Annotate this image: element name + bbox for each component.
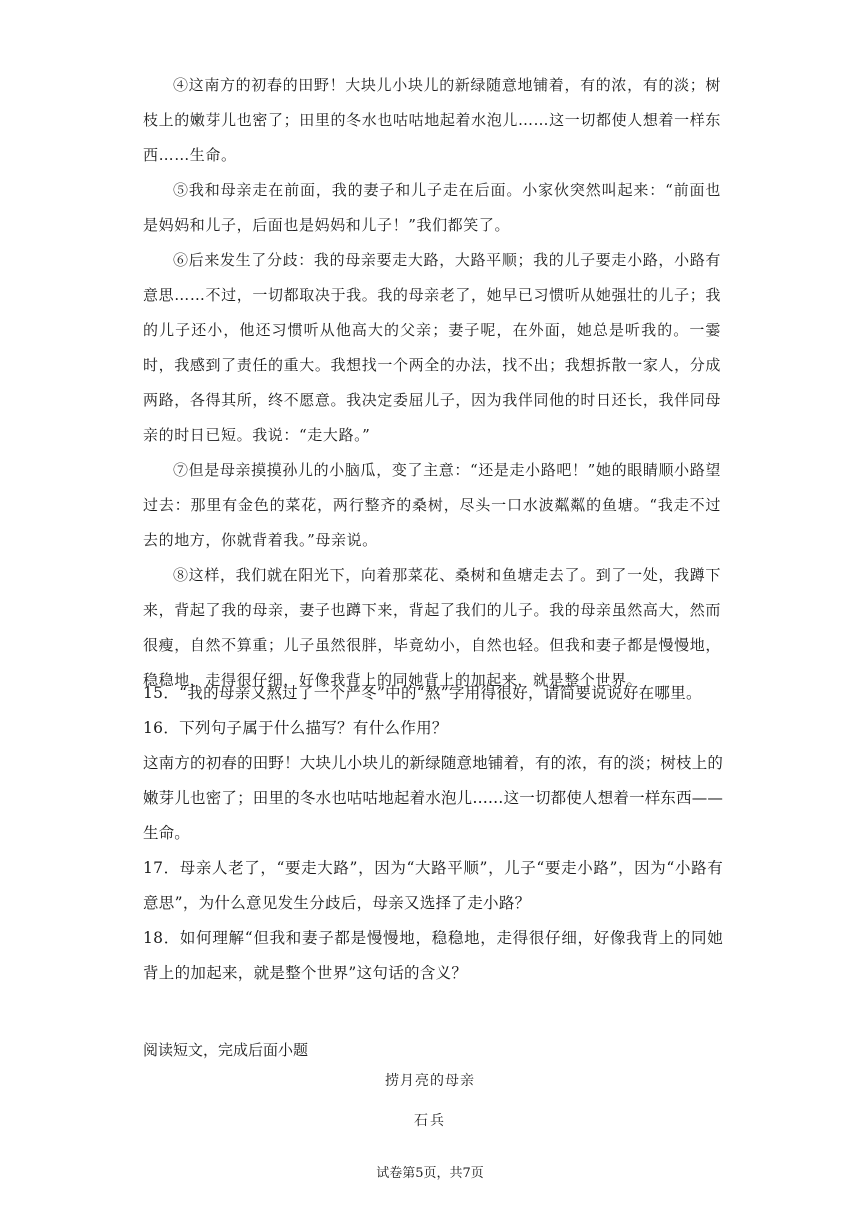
question-17: 17．母亲人老了，“要走大路”，因为“大路平顺”，儿子“要走小路”，因为“小路有意思”，为什么意见发生分歧后，母亲又选择了走小路？: [143, 859, 723, 912]
passage-paragraph-6: ⑥后来发生了分歧：我的母亲要走大路，大路平顺；我的儿子要走小路，小路有意思……不过，一切都取决于我。我的母亲老了，她早已习惯听从她强壮的儿子；我的儿子还小，他还习惯听从他高大的父亲；妻子呢，在外面，她总是听我的。一霎时，我感到了责任的重大。我想找一个两全的办法，找不出；我想拆散一家人，分成两路，各得其所，终不愿意。我决定委屈儿子，因为我伴同他的时日还长，我伴同母亲的时日已短。我说：“走大路。”: [143, 251, 721, 444]
page-footer: 试卷第5页，共7页: [376, 1166, 484, 1181]
passage-title: 捞月亮的母亲: [385, 1073, 475, 1089]
passage-author: 石兵: [414, 1113, 446, 1129]
section-instruction: 阅读短文，完成后面小题: [143, 1041, 309, 1059]
question-18: 18．如何理解“但我和妻子都是慢慢地，稳稳地，走得很仔细，好像我背上的同她背上的加起来，就是整个世界”这句话的含义？: [143, 929, 723, 982]
question-15: 15．“我的母亲又熬过了一个严冬”中的“熬”字用得很好，请简要说说好在哪里。: [143, 684, 702, 702]
passage-paragraph-4: ④这南方的初春的田野！大块儿小块儿的新绿随意地铺着，有的浓，有的淡；树枝上的嫩芽儿也密了；田里的冬水也咕咕地起着水泡儿……这一切都使人想着一样东西……生命。: [143, 76, 721, 164]
reading-passage: [143, 68, 721, 698]
question-16-quote: 这南方的初春的田野！大块儿小块儿的新绿随意地铺着，有的浓，有的淡；树枝上的嫩芽儿也密了；田里的冬水也咕咕地起着水泡儿……这一切都使人想着一样东西——生命。: [143, 754, 723, 842]
question-list: [143, 676, 723, 991]
passage-paragraph-5: ⑤我和母亲走在前面，我的妻子和儿子走在后面。小家伙突然叫起来：“前面也是妈妈和儿子，后面也是妈妈和儿子！”我们都笑了。: [143, 181, 721, 234]
question-16: 16．下列句子属于什么描写？有什么作用？: [143, 719, 448, 737]
passage-paragraph-7: ⑦但是母亲摸摸孙儿的小脑瓜，变了主意：“还是走小路吧！”她的眼睛顺小路望过去：那里有金色的菜花，两行整齐的桑树，尽头一口水波粼粼的鱼塘。“我走不过去的地方，你就背着我。”母亲说。: [143, 461, 721, 549]
passage-paragraph-8: ⑧这样，我们就在阳光下，向着那菜花、桑树和鱼塘走去了。到了一处，我蹲下来，背起了我的母亲，妻子也蹲下来，背起了我们的儿子。我的母亲虽然高大，然而很瘦，自然不算重；儿子虽然很胖，毕竟幼小，自然也轻。但我和妻子都是慢慢地，稳稳地，走得很仔细，好像我背上的同她背上的加起来，就是整个世界。: [143, 566, 721, 689]
